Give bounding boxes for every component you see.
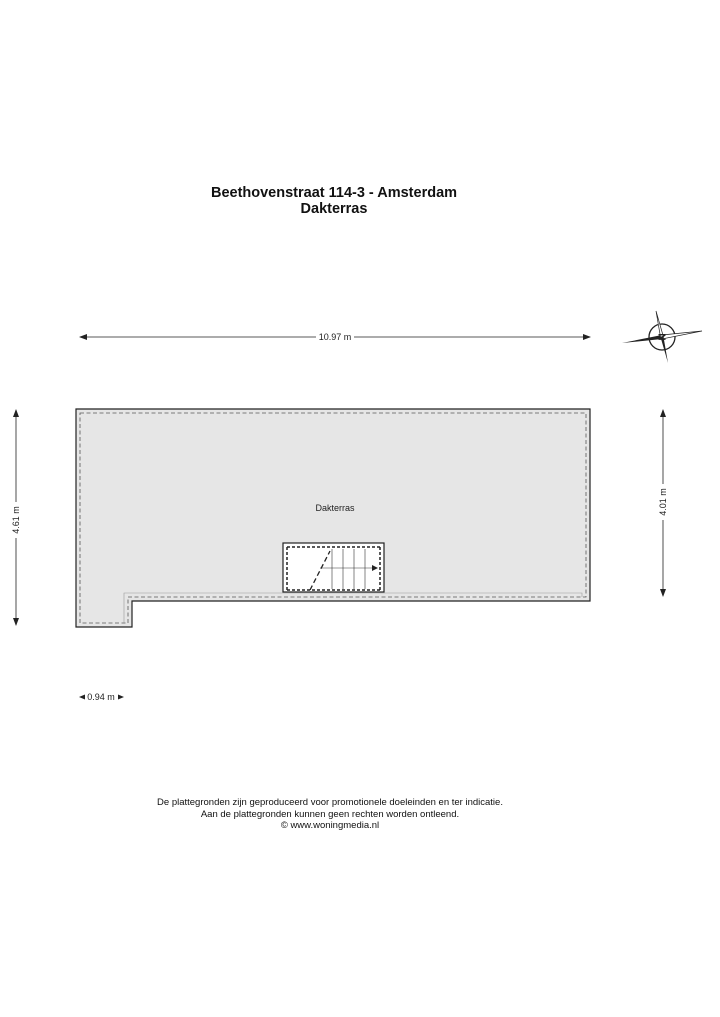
dimension-height-right bbox=[658, 410, 668, 596]
stair-opening bbox=[283, 543, 384, 592]
room-label-dakterras: Dakterras bbox=[315, 503, 355, 513]
dimension-width-top bbox=[80, 332, 590, 342]
dimension-notch bbox=[79, 692, 124, 702]
plan-title-address: Beethovenstraat 114-3 - Amsterdam bbox=[210, 185, 458, 201]
dimension-width-label: 10.97 m bbox=[318, 332, 352, 342]
dimension-height-left bbox=[11, 410, 21, 625]
terrace-outline bbox=[76, 409, 590, 627]
disclaimer-line-2: Aan de plattegronden kunnen geen rechten worden ontleend. bbox=[200, 808, 460, 820]
disclaimer-line-1: De plattegronden zijn geproduceerd voor promotionele doeleinden en ter indicatie. bbox=[157, 797, 503, 808]
dimension-height-right-label: 4.01 m bbox=[658, 488, 668, 516]
compass-icon bbox=[622, 311, 702, 363]
dimension-height-left-label: 4.61 m bbox=[11, 506, 21, 534]
plan-title-floor: Dakterras bbox=[300, 201, 368, 217]
copyright-line: © www.woningmedia.nl bbox=[280, 820, 380, 831]
compass-north-letter: N bbox=[655, 333, 667, 341]
dimension-notch-label: 0.94 m bbox=[87, 692, 115, 702]
